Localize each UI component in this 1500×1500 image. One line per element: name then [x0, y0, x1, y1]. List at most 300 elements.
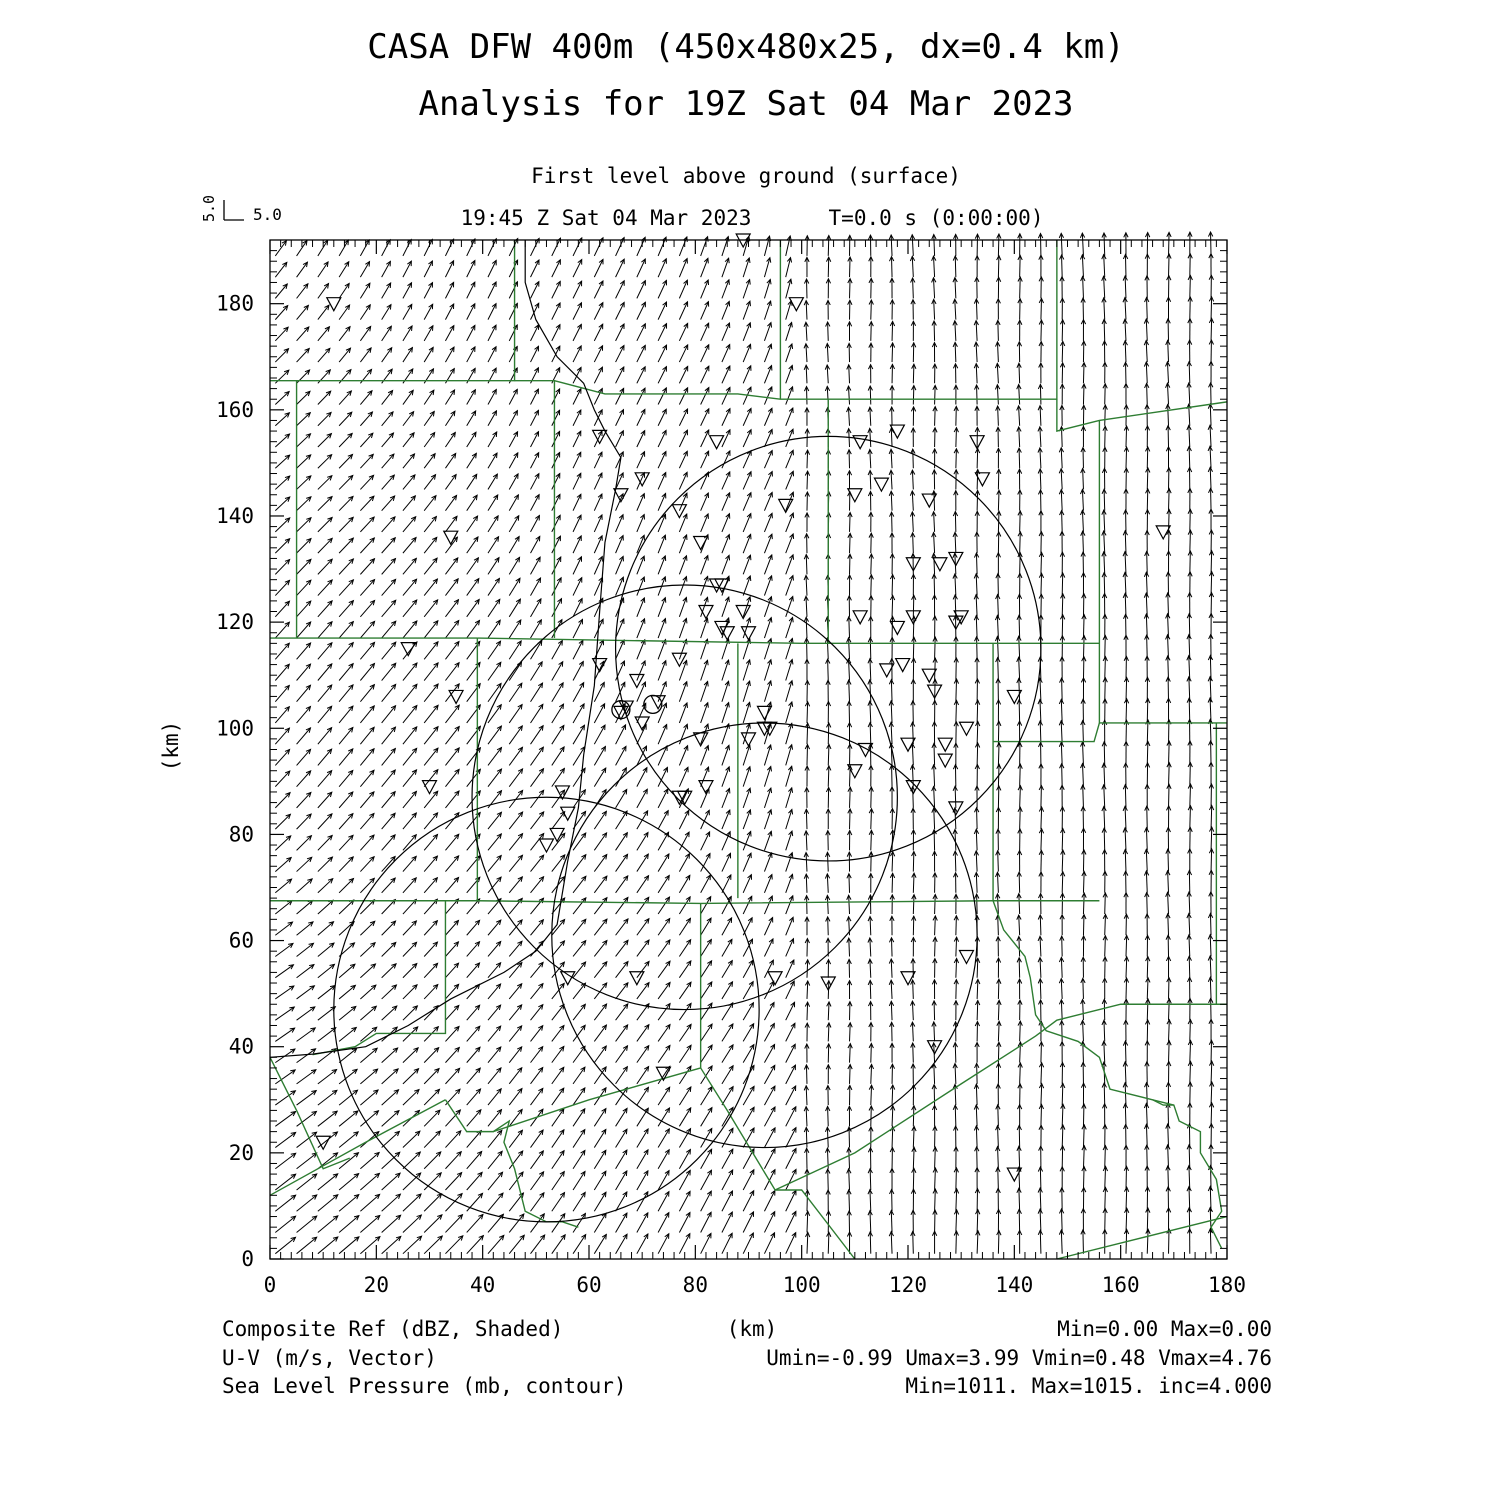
wind-vector: [616, 1234, 627, 1253]
wind-vector: [424, 684, 438, 702]
wind-vector: [637, 983, 649, 999]
wind-vector: [997, 894, 998, 914]
wind-vector: [360, 240, 369, 256]
wind-vector: [679, 472, 687, 489]
station-marker: [970, 436, 984, 449]
wind-vector: [424, 516, 436, 531]
wind-vector: [573, 661, 583, 680]
wind-vector: [403, 433, 414, 447]
x-tick-label: 60: [576, 1273, 602, 1297]
wind-vector: [956, 916, 957, 936]
wind-vector: [1125, 1104, 1126, 1127]
wind-vector: [1125, 319, 1126, 341]
wind-vector: [339, 727, 353, 744]
wind-vector: [445, 642, 458, 660]
wind-vector: [827, 852, 828, 871]
wind-vector: [339, 348, 350, 362]
wind-vector: [679, 345, 687, 362]
wind-vector: [1190, 551, 1191, 574]
wind-vector: [616, 410, 624, 426]
station-markers: [316, 234, 1170, 1181]
wind-vector: [1082, 489, 1083, 510]
wind-vector: [1083, 363, 1084, 384]
wind-vector: [531, 1026, 543, 1042]
wind-vector: [531, 662, 543, 681]
wind-vector: [445, 495, 456, 510]
wind-vector: [488, 558, 499, 575]
wind-vector: [637, 1087, 649, 1105]
wind-vector: [977, 958, 978, 978]
wind-vector: [786, 1169, 796, 1190]
wind-vector: [849, 938, 850, 956]
wind-vector: [297, 455, 311, 468]
wind-vector: [339, 985, 355, 999]
wind-vector: [318, 348, 330, 362]
wind-vector: [1062, 341, 1063, 362]
wind-vector: [786, 1065, 796, 1084]
wind-vector: [403, 412, 414, 426]
wind-vector: [1189, 935, 1190, 957]
wind-vector: [360, 538, 374, 553]
wind-vector: [998, 743, 999, 766]
wind-vector: [467, 684, 480, 702]
wind-vector: [913, 1168, 914, 1190]
wind-vector: [297, 814, 312, 829]
x-tick-label: 120: [889, 1273, 927, 1297]
wind-vector: [616, 919, 628, 935]
wind-vector: [360, 348, 371, 362]
x-tick-label: 160: [1101, 1273, 1140, 1297]
wind-vector: [339, 664, 353, 681]
wind-vector: [488, 537, 499, 553]
wind-vector: [552, 389, 560, 405]
wind-vector: [445, 621, 458, 638]
wind-vector: [339, 1216, 359, 1233]
wind-vector: [997, 615, 998, 638]
wind-vector: [360, 921, 374, 935]
wind-vector: [849, 680, 850, 702]
wind-vector: [552, 641, 563, 660]
wind-vector: [424, 326, 433, 341]
wind-vector: [722, 1024, 733, 1041]
wind-vector: [318, 1111, 337, 1126]
wind-vector: [658, 388, 666, 405]
wind-vector: [637, 1108, 648, 1126]
wind-vector: [1126, 447, 1127, 468]
wind-vector: [977, 385, 978, 405]
wind-vector: [616, 1213, 627, 1232]
wind-vector: [828, 744, 829, 765]
wind-vector: [360, 580, 374, 596]
wind-vector: [955, 1064, 956, 1084]
wind-vector: [806, 1086, 807, 1105]
wind-vector: [573, 389, 581, 405]
wind-vector: [403, 985, 417, 999]
wind-vector: [722, 345, 730, 363]
wind-vector: [764, 896, 772, 914]
wind-vector: [382, 538, 396, 553]
wind-vector: [1168, 871, 1169, 893]
wind-vector: [531, 1235, 545, 1254]
wind-vector: [488, 453, 497, 468]
wind-vector: [275, 643, 289, 659]
elapsed-time: T=0.0 s (0:00:00): [828, 206, 1044, 230]
wind-vector: [382, 261, 391, 277]
wind-vector: [467, 1236, 484, 1254]
wind-vector: [679, 982, 691, 999]
wind-vector: [679, 767, 688, 786]
wind-vector: [403, 600, 417, 617]
wind-vector: [616, 1004, 628, 1020]
wind-vector: [531, 898, 544, 914]
wind-vector: [637, 1171, 648, 1190]
wind-vector: [339, 1006, 356, 1020]
wind-vector: [658, 324, 666, 341]
wind-vector: [1020, 786, 1021, 808]
wind-vector: [318, 1070, 337, 1084]
wind-vector: [594, 876, 607, 893]
station-marker: [614, 489, 628, 502]
wind-vector: [594, 704, 604, 723]
wind-vector: [1169, 741, 1170, 765]
wind-vector: [637, 1025, 649, 1042]
wind-vector: [1061, 490, 1062, 511]
wind-vector: [658, 1192, 669, 1212]
wind-vector: [1147, 1229, 1148, 1253]
wind-vector: [531, 453, 539, 469]
wind-vector: [679, 451, 687, 468]
wind-vector: [806, 617, 807, 638]
wind-vector: [807, 981, 808, 999]
wind-vector: [297, 497, 311, 511]
wind-vector: [594, 962, 607, 978]
wind-vector: [509, 984, 521, 999]
wind-vector: [424, 579, 437, 596]
wind-vector: [445, 579, 458, 596]
wind-vector: [424, 1069, 439, 1084]
wind-vector: [1061, 979, 1062, 999]
wind-vector: [658, 473, 666, 490]
wind-vector: [1210, 956, 1211, 978]
wind-vector: [637, 388, 645, 404]
wind-vector: [531, 704, 543, 723]
wind-vector: [1020, 277, 1021, 298]
wind-vector: [488, 984, 501, 999]
wind-vector: [360, 835, 374, 850]
wind-vector: [297, 327, 309, 341]
wind-vector: [318, 643, 332, 659]
wind-vector: [701, 366, 709, 383]
wind-vector: [1041, 829, 1042, 851]
wind-vector: [297, 1132, 317, 1147]
wind-vector: [275, 327, 288, 341]
wind-vector: [764, 1086, 774, 1105]
wind-vector: [573, 876, 586, 892]
wind-vector: [913, 1231, 914, 1253]
footer-left-line2: U-V (m/s, Vector): [222, 1346, 437, 1370]
wind-vector: [445, 558, 457, 574]
wind-vector: [891, 938, 892, 957]
wind-vector: [382, 749, 396, 766]
wind-vector: [403, 1090, 419, 1106]
wind-vector: [339, 454, 352, 468]
wind-vector: [871, 830, 872, 850]
wind-vector: [1040, 958, 1041, 978]
wind-vector: [339, 835, 353, 850]
wind-vector: [764, 1024, 774, 1042]
wind-vector: [658, 811, 668, 829]
wind-vector: [594, 1046, 606, 1063]
wind-vector: [339, 240, 348, 256]
wind-vector: [679, 940, 690, 957]
wind-vector: [339, 1174, 359, 1190]
wind-vector: [850, 279, 851, 299]
wind-vector: [976, 553, 977, 574]
x-tick-label: 100: [782, 1273, 821, 1297]
wind-vector: [1040, 406, 1041, 426]
wind-vector: [1019, 872, 1020, 893]
wind-vector: [850, 1065, 851, 1084]
wind-vector: [934, 786, 935, 807]
wind-vector: [573, 431, 581, 447]
wind-vector: [764, 939, 773, 957]
wind-vector: [934, 321, 935, 341]
wind-vector: [403, 496, 415, 511]
wind-vector: [658, 430, 666, 447]
wind-vector: [934, 512, 935, 532]
wind-vector: [1104, 806, 1105, 829]
wind-vector: [360, 283, 369, 298]
wind-vector: [424, 1048, 439, 1063]
wind-vector: [743, 1045, 754, 1063]
station-marker: [449, 690, 463, 703]
wind-vector: [891, 722, 892, 744]
county-line: [270, 1100, 445, 1196]
y-tick-label: 80: [228, 822, 254, 847]
wind-vector: [573, 1004, 585, 1020]
wind-vector: [509, 411, 517, 426]
wind-vector: [573, 281, 582, 298]
wind-vector: [488, 599, 500, 617]
wind-vector: [552, 474, 560, 490]
wind-vector: [552, 920, 565, 936]
wind-vector: [531, 683, 543, 702]
wind-vector: [1061, 721, 1062, 744]
wind-vector: [339, 412, 352, 426]
wind-vector: [445, 705, 459, 723]
wind-vector: [552, 1088, 564, 1105]
station-marker: [938, 754, 952, 767]
wind-vector: [976, 342, 977, 362]
wind-vector: [976, 299, 977, 320]
wind-vector: [297, 1028, 316, 1042]
wind-vector: [806, 809, 807, 829]
wind-vector: [531, 282, 539, 299]
wind-vector: [616, 1046, 628, 1063]
wind-vector: [275, 580, 289, 595]
wind-vector: [934, 765, 935, 787]
wind-vector: [764, 1191, 774, 1212]
county-line: [993, 901, 1222, 1249]
wind-vector: [1147, 551, 1148, 574]
wind-vector: [956, 1168, 957, 1190]
wind-vector: [870, 471, 871, 490]
wind-vector: [1169, 232, 1170, 256]
wind-vector: [1169, 254, 1170, 277]
wind-vector: [297, 305, 309, 319]
wind-vector: [701, 1024, 712, 1041]
wind-vector: [1062, 1083, 1063, 1105]
wind-vector: [509, 260, 517, 277]
wind-vector: [424, 1131, 440, 1148]
wind-vector: [424, 727, 438, 745]
wind-vector: [828, 1232, 829, 1253]
wind-vector: [1189, 383, 1190, 405]
y-tick-label: 20: [228, 1140, 254, 1165]
wind-vector: [998, 1105, 999, 1126]
wind-vector: [403, 621, 417, 638]
x-tick-label: 180: [1208, 1273, 1246, 1297]
wind-vector: [1146, 871, 1147, 893]
wind-vector: [912, 744, 913, 766]
wind-vector: [1169, 784, 1170, 808]
wind-vector: [701, 1045, 712, 1063]
wind-vector: [488, 432, 497, 447]
wind-vector: [913, 386, 914, 405]
county-line: [701, 1004, 1227, 1190]
wind-vector: [297, 601, 311, 617]
wind-vector: [828, 1023, 829, 1041]
station-marker: [928, 1041, 942, 1054]
wind-vector: [848, 386, 849, 404]
wind-vector: [679, 1045, 691, 1062]
wind-vector: [509, 474, 518, 490]
wind-vector: [467, 1172, 482, 1190]
wind-vector: [935, 937, 936, 956]
wind-vector: [658, 1108, 669, 1126]
wind-vector: [318, 792, 332, 808]
wind-vector: [1126, 1166, 1127, 1190]
wind-vector: [275, 1112, 295, 1127]
wind-vector: [403, 475, 415, 490]
wind-vector: [1125, 531, 1126, 553]
wind-vector: [339, 580, 353, 596]
wind-vector: [445, 791, 459, 808]
wind-vector: [1041, 573, 1042, 595]
wind-vector: [318, 857, 333, 871]
wind-vector: [445, 663, 459, 681]
wind-vector: [679, 323, 687, 340]
wind-vector: [1020, 1021, 1021, 1041]
wind-vector: [658, 259, 666, 277]
wind-vector: [1211, 805, 1212, 829]
wind-vector: [275, 879, 291, 893]
wind-vector: [424, 621, 438, 638]
wind-vector: [934, 574, 935, 595]
wind-vector: [658, 1234, 669, 1254]
wind-vector: [722, 939, 732, 956]
wind-vector: [807, 960, 808, 978]
county-line: [1057, 399, 1227, 431]
wind-vector: [637, 940, 649, 956]
wind-vector: [552, 494, 560, 510]
wind-vector: [1190, 1061, 1191, 1084]
wind-vector: [1083, 1230, 1084, 1254]
wind-vector: [616, 897, 628, 914]
wind-vector: [1104, 276, 1105, 298]
wind-vector: [488, 516, 498, 532]
wind-vector: [552, 620, 562, 638]
wind-vector: [573, 324, 581, 340]
wind-vector: [531, 557, 541, 574]
wind-vector: [594, 747, 605, 766]
wind-vector: [1189, 1208, 1190, 1233]
wind-vector: [1083, 1146, 1084, 1169]
wind-vector: [339, 538, 353, 553]
wind-vector: [531, 238, 540, 256]
wind-vector: [955, 851, 956, 871]
wind-vector: [1041, 807, 1042, 829]
wind-vector: [297, 1174, 317, 1190]
wind-vector: [275, 836, 290, 850]
wind-vector: [849, 874, 850, 893]
station-marker: [327, 298, 341, 311]
wind-vector: [275, 1237, 295, 1253]
wind-vector: [445, 432, 455, 447]
wind-vector: [318, 1237, 338, 1254]
wind-vector: [1125, 552, 1126, 575]
wind-vector: [297, 643, 311, 659]
wind-vector: [339, 1027, 356, 1041]
wind-vector: [445, 282, 453, 298]
wind-vector: [977, 1210, 978, 1233]
wind-vector: [806, 831, 807, 850]
wind-vector: [382, 964, 396, 978]
valid-time: 19:45 Z Sat 04 Mar 2023: [460, 206, 752, 230]
wind-vector: [827, 344, 828, 363]
wind-vector: [1019, 1146, 1020, 1168]
wind-vector: [616, 1067, 628, 1084]
wind-vector: [806, 874, 807, 893]
wind-vector: [891, 235, 892, 256]
wind-vector: [531, 855, 544, 871]
wind-vector: [871, 1043, 872, 1062]
wind-vector: [318, 706, 332, 723]
wind-vector: [1019, 427, 1020, 447]
wind-vector: [1146, 849, 1147, 871]
wind-vector: [275, 434, 289, 447]
wind-vector: [445, 1194, 462, 1212]
wind-vector: [658, 919, 670, 936]
wind-vector: [1040, 700, 1041, 723]
wind-vector: [1104, 785, 1105, 808]
wind-vector: [552, 1067, 564, 1084]
wind-vector: [318, 305, 329, 319]
wind-vector: [297, 1091, 317, 1106]
wind-vector: [552, 557, 561, 574]
wind-vector: [828, 322, 829, 341]
wind-vector: [701, 451, 709, 468]
wind-vector: [594, 557, 602, 575]
wind-vector: [658, 1045, 670, 1062]
wind-vector: [806, 575, 807, 595]
wind-vector: [339, 964, 355, 978]
wind-vector: [552, 515, 560, 532]
wind-vector: [1125, 1041, 1126, 1063]
wind-vector: [382, 433, 394, 447]
wind-vector: [891, 701, 892, 723]
wind-vector: [764, 1044, 774, 1062]
